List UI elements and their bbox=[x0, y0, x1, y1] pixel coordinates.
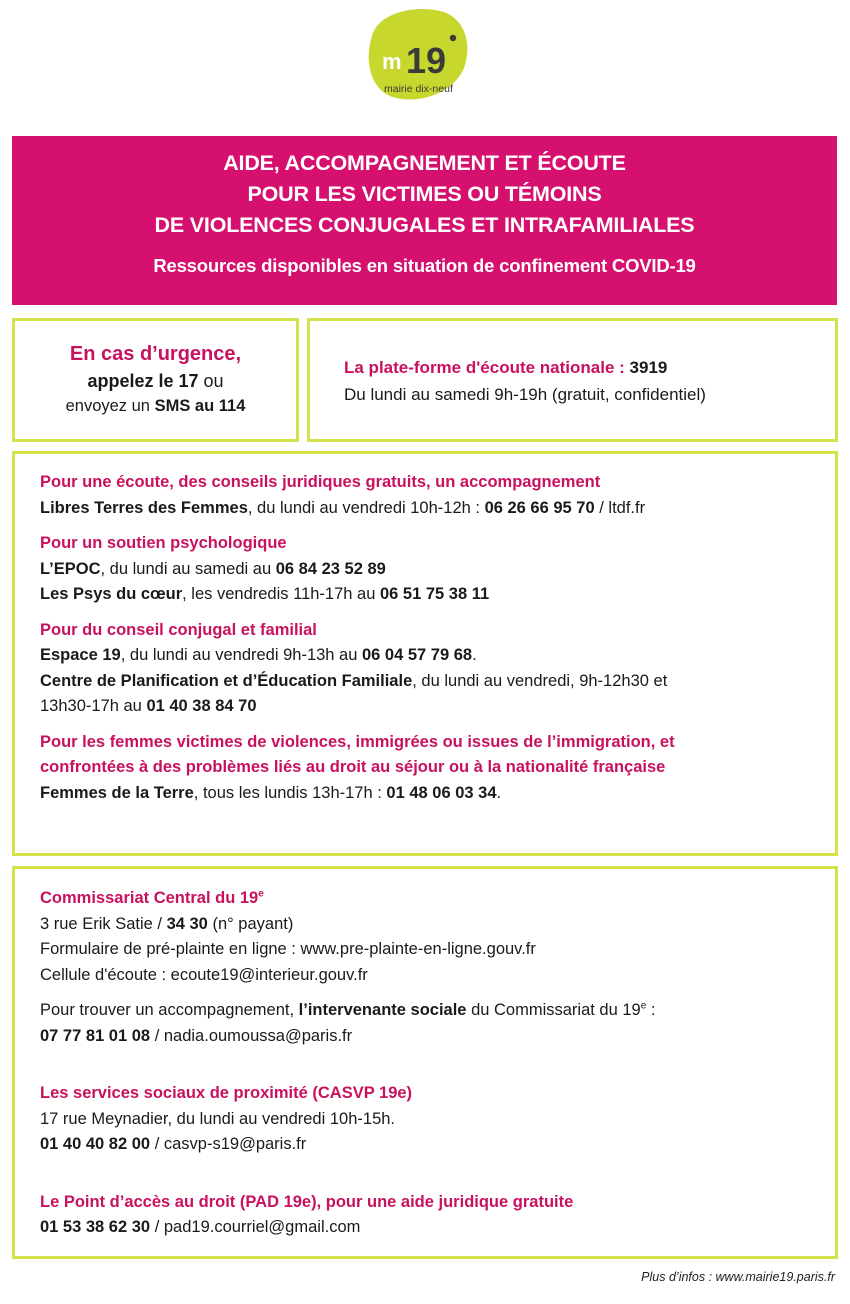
phone-number: 01 40 38 84 70 bbox=[146, 697, 257, 715]
emergency-sms-114: SMS au 114 bbox=[154, 397, 246, 415]
emergency-sms-pre: envoyez un bbox=[65, 397, 155, 415]
heading-sup: e bbox=[258, 888, 264, 900]
phone-number: 01 53 38 62 30 bbox=[40, 1218, 151, 1236]
org-hours: , du lundi au samedi au bbox=[100, 559, 276, 578]
org-name: Centre de Planification et d’Éducation Familiale bbox=[40, 671, 413, 690]
section-heading: Pour un soutien psychologique bbox=[40, 534, 287, 552]
phone-number: 06 04 57 79 68 bbox=[362, 646, 473, 664]
emergency-box bbox=[12, 318, 299, 442]
local-contacts-box bbox=[12, 866, 838, 1259]
org-hours: , tous les lundis 13h-17h : bbox=[193, 783, 387, 802]
text: du Commissariat du 19 bbox=[466, 1001, 641, 1019]
phone-number: 07 77 81 01 08 bbox=[40, 1026, 151, 1045]
contact-line bbox=[40, 694, 835, 720]
platform-label: La plate-forme d'écoute nationale : bbox=[344, 358, 630, 377]
emergency-call-line bbox=[15, 371, 296, 392]
contact-line bbox=[40, 1024, 835, 1050]
contact-line bbox=[40, 781, 835, 807]
heading-text: Commissariat Central du 19 bbox=[40, 889, 259, 907]
emergency-call-or: ou bbox=[198, 371, 224, 391]
org-name: Espace 19 bbox=[40, 646, 121, 664]
address: 3 rue Erik Satie / bbox=[40, 914, 167, 933]
org-name: Les Psys du cœur bbox=[40, 585, 183, 603]
punctuation: . bbox=[496, 783, 502, 802]
sup: e bbox=[640, 1000, 647, 1012]
website-link[interactable]: / ltdf.fr bbox=[594, 498, 646, 517]
national-platform-box bbox=[307, 318, 838, 442]
emergency-heading: En cas d’urgence, bbox=[69, 343, 242, 365]
contact-line bbox=[40, 669, 835, 695]
phone-number: 06 51 75 38 11 bbox=[379, 585, 490, 603]
logo-blob-icon bbox=[360, 6, 472, 106]
section-casvp bbox=[40, 1081, 835, 1158]
org-name: L’EPOC bbox=[40, 559, 101, 578]
section-commissariat bbox=[40, 886, 835, 1049]
svg-text:m: m bbox=[382, 49, 402, 74]
phone-number: 01 40 40 82 00 bbox=[40, 1135, 151, 1153]
org-name: Libres Terres des Femmes bbox=[40, 498, 248, 517]
section-conjugal bbox=[40, 618, 835, 720]
section-pad bbox=[40, 1190, 835, 1241]
title-line-3: DE VIOLENCES CONJUGALES ET INTRAFAMILIALES bbox=[154, 213, 695, 237]
logo-tagline: mairie dix-neuf bbox=[384, 83, 453, 95]
platform-number: 3919 bbox=[629, 358, 668, 377]
platform-line bbox=[344, 354, 835, 381]
section-juridique bbox=[40, 470, 835, 521]
phone-number: 34 30 bbox=[166, 914, 208, 933]
title-line-2: POUR LES VICTIMES OU TÉMOINS bbox=[247, 182, 602, 206]
social-worker-label: l’intervenante sociale bbox=[298, 1001, 467, 1019]
section-heading: Pour les femmes victimes de violences, immigrées ou issues de l’immigration, et bbox=[40, 732, 675, 751]
emergency-sms-line bbox=[15, 397, 296, 416]
org-hours: , du lundi au vendredi 9h-13h au bbox=[120, 646, 362, 664]
section-migrantes bbox=[40, 730, 835, 807]
section-heading: confrontées à des problèmes liés au droit au séjour ou à la nationalité française bbox=[40, 758, 666, 776]
org-hours: , du lundi au vendredi, 9h-12h30 et bbox=[412, 671, 668, 690]
mairie19-logo bbox=[360, 6, 472, 106]
org-hours: 13h30-17h au bbox=[40, 697, 147, 715]
org-hours: , du lundi au vendredi 10h-12h : bbox=[247, 498, 485, 517]
online-form-link[interactable]: Formulaire de pré-plainte en ligne : www.pre-plainte-en-ligne.gouv.fr bbox=[40, 940, 536, 958]
contact-line bbox=[40, 1132, 835, 1158]
section-psy bbox=[40, 531, 835, 608]
footer-info: Plus d’infos : www.mairie19.paris.fr bbox=[641, 1270, 835, 1284]
contact-line bbox=[40, 557, 835, 583]
org-hours: , les vendredis 11h-17h au bbox=[182, 585, 380, 603]
text: Pour trouver un accompagnement, bbox=[40, 1001, 299, 1019]
title-line-1: AIDE, ACCOMPAGNEMENT ET ÉCOUTE bbox=[223, 151, 626, 175]
contact-line bbox=[40, 643, 835, 669]
listening-cell-email[interactable]: Cellule d'écoute : ecoute19@interieur.gouv.fr bbox=[40, 965, 368, 984]
phone-note: (n° payant) bbox=[207, 914, 294, 933]
contact-line bbox=[40, 496, 835, 522]
org-name: Femmes de la Terre bbox=[40, 783, 194, 802]
email-link[interactable]: / pad19.courriel@gmail.com bbox=[150, 1218, 361, 1236]
address: 17 rue Meynadier, du lundi au vendredi 10h-15h. bbox=[40, 1109, 395, 1128]
contact-line bbox=[40, 998, 835, 1024]
contact-line bbox=[40, 582, 835, 608]
contact-line bbox=[40, 1215, 835, 1241]
email-link[interactable]: / casvp-s19@paris.fr bbox=[150, 1135, 307, 1153]
phone-number: 06 84 23 52 89 bbox=[275, 559, 386, 578]
contact-line bbox=[40, 912, 835, 938]
section-heading: Pour une écoute, des conseils juridiques gratuits, un accompagnement bbox=[40, 473, 601, 491]
section-heading: Le Point d’accès au droit (PAD 19e), pour une aide juridique gratuite bbox=[40, 1192, 574, 1211]
phone-number: 06 26 66 95 70 bbox=[484, 498, 595, 517]
banner-subtitle: Ressources disponibles en situation de confinement COVID-19 bbox=[153, 255, 696, 276]
email-link[interactable]: / nadia.oumoussa@paris.fr bbox=[150, 1026, 353, 1045]
phone-number: 01 48 06 03 34 bbox=[386, 783, 497, 802]
emergency-call-17: appelez le 17 bbox=[87, 371, 199, 391]
section-heading: Les services sociaux de proximité (CASVP 19e) bbox=[40, 1084, 413, 1102]
section-heading bbox=[40, 886, 835, 912]
punctuation: . bbox=[472, 646, 477, 664]
section-heading: Pour du conseil conjugal et familial bbox=[40, 620, 317, 639]
text: : bbox=[646, 1001, 656, 1019]
resources-box bbox=[12, 451, 838, 856]
platform-hours: Du lundi au samedi 9h-19h (gratuit, confidentiel) bbox=[344, 385, 706, 404]
logo-number: 19 bbox=[406, 40, 447, 81]
title-banner bbox=[12, 136, 837, 305]
